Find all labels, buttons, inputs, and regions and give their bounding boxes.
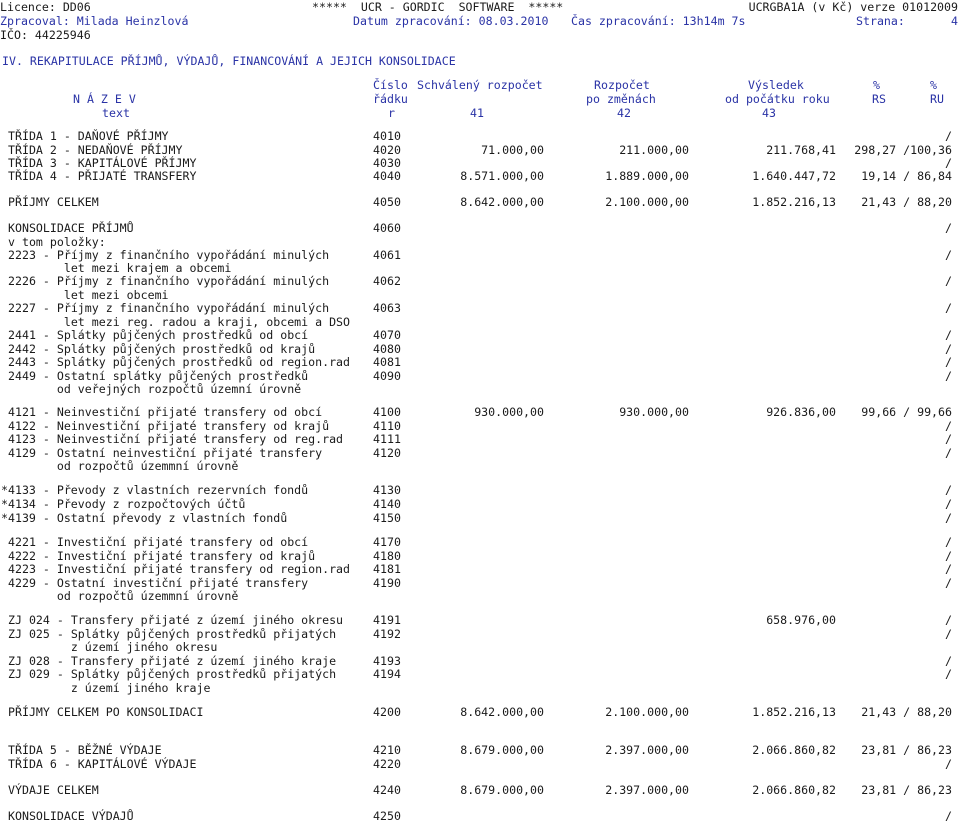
- row-percent: /: [945, 248, 952, 262]
- row-percent: /: [945, 129, 952, 143]
- row-percent: /: [945, 757, 952, 771]
- row-code: 4220: [373, 757, 401, 771]
- table-row: [0, 668, 960, 681]
- row-vysledek: 926.836,00: [766, 405, 836, 419]
- row-code: 4080: [373, 342, 401, 356]
- row-percent: /: [945, 419, 952, 433]
- table-row: [0, 275, 960, 288]
- row-code: 4194: [373, 667, 401, 681]
- row-code: 4081: [373, 355, 401, 369]
- row-schvaleny-rozpocet: 71.000,00: [481, 143, 544, 157]
- row-code: 4193: [373, 654, 401, 668]
- row-name: 4229 - Ostatní investiční přijaté transfery: [8, 576, 309, 590]
- row-name: *4139 - Ostatní převody z vlastních fondů: [1, 511, 288, 525]
- row-name: let mezi obcemi: [8, 288, 169, 302]
- row-code: 4192: [373, 627, 401, 641]
- row-name: 4223 - Investiční přijaté transfery od region.rad: [8, 562, 351, 576]
- row-percent: /: [945, 355, 952, 369]
- row-percent: 19,14 / 86,84: [861, 169, 952, 183]
- row-vysledek: 1.640.447,72: [752, 169, 836, 183]
- table-row: [0, 744, 960, 757]
- row-percent: /: [945, 369, 952, 383]
- row-code: 4200: [373, 705, 401, 719]
- table-row: [0, 810, 960, 823]
- row-code: 4040: [373, 169, 401, 183]
- row-code: 4190: [373, 576, 401, 590]
- row-name: PŘÍJMY CELKEM: [8, 195, 99, 209]
- page-label: Strana:: [856, 14, 905, 28]
- row-name: 2449 - Ostatní splátky půjčených prostředků: [8, 369, 309, 383]
- col-rozpocet: Rozpočet: [594, 78, 650, 92]
- ico: IČO: 44225946: [0, 28, 91, 42]
- row-rozpocet-po-zmenach: 2.397.000,00: [605, 743, 689, 757]
- row-percent: /: [945, 274, 952, 288]
- row-name: 2443 - Splátky půjčených prostředků od region.rad: [8, 355, 351, 369]
- row-name: *4133 - Převody z vlastních rezervních fondů: [1, 483, 309, 497]
- page-number: 4: [951, 14, 958, 28]
- row-name: TŘÍDA 6 - KAPITÁLOVÉ VÝDAJE: [8, 757, 197, 771]
- row-percent: /: [945, 627, 952, 641]
- row-code: 4240: [373, 783, 401, 797]
- row-name: TŘÍDA 4 - PŘIJATÉ TRANSFERY: [8, 169, 197, 183]
- row-percent: 23,81 / 86,23: [861, 743, 952, 757]
- row-rozpocet-po-zmenach: 930.000,00: [619, 405, 689, 419]
- table-row: [0, 706, 960, 719]
- row-vysledek: 211.768,41: [766, 143, 836, 157]
- row-percent: 298,27 /100,36: [854, 143, 952, 157]
- table-row: [0, 460, 960, 473]
- row-name: ZJ 029 - Splátky půjčených prostředků přijatých: [8, 667, 337, 681]
- table-row: [0, 784, 960, 797]
- row-name: VÝDAJE CELKEM: [8, 783, 99, 797]
- row-code: 4063: [373, 301, 401, 315]
- table-row: [0, 614, 960, 627]
- row-percent: /: [945, 562, 952, 576]
- row-percent: /: [945, 301, 952, 315]
- row-percent: /: [945, 535, 952, 549]
- row-vysledek: 658.976,00: [766, 613, 836, 627]
- row-schvaleny-rozpocet: 8.642.000,00: [460, 195, 544, 209]
- table-row: [0, 329, 960, 342]
- row-name: z území jiného kraje: [8, 681, 211, 695]
- table-row: [0, 641, 960, 654]
- col-schvaleny: Schválený rozpočet: [417, 78, 543, 92]
- row-name: 4222 - Investiční přijaté transfery od krajů: [8, 549, 316, 563]
- row-name: ZJ 024 - Transfery přijaté z území jiného okresu: [8, 613, 344, 627]
- table-row: [0, 590, 960, 603]
- col-rs: RS: [872, 92, 886, 106]
- table-row: [0, 433, 960, 446]
- report-code: UCRGBA1A (v Kč) verze 01012009: [748, 0, 958, 14]
- product-label: ***** UCR - GORDIC SOFTWARE *****: [312, 0, 564, 14]
- row-vysledek: 1.852.216,13: [752, 195, 836, 209]
- processing-date: Datum zpracování: 08.03.2010: [353, 14, 549, 28]
- table-row: [0, 498, 960, 511]
- row-percent: 21,43 / 88,20: [861, 195, 952, 209]
- row-code: 4150: [373, 511, 401, 525]
- row-code: 4140: [373, 497, 401, 511]
- row-percent: /: [945, 221, 952, 235]
- row-code: 4210: [373, 743, 401, 757]
- row-code: 4100: [373, 405, 401, 419]
- row-percent: /: [945, 432, 952, 446]
- col-pct-ru: %: [930, 78, 937, 92]
- row-percent: /: [945, 667, 952, 681]
- row-code: 4191: [373, 613, 401, 627]
- col-num-41: 41: [470, 106, 484, 120]
- row-name: TŘÍDA 2 - NEDAŇOVÉ PŘÍJMY: [8, 143, 183, 157]
- table-row: [0, 130, 960, 143]
- col-num-43: 43: [762, 106, 776, 120]
- row-name: PŘÍJMY CELKEM PO KONSOLIDACI: [8, 705, 204, 719]
- table-row: [0, 356, 960, 369]
- row-name: 2226 - Příjmy z finančního vypořádání minulých: [8, 274, 330, 288]
- row-name: KONSOLIDACE PŘÍJMŮ: [8, 221, 134, 235]
- row-rozpocet-po-zmenach: 2.100.000,00: [605, 195, 689, 209]
- row-code: 4090: [373, 369, 401, 383]
- row-schvaleny-rozpocet: 8.642.000,00: [460, 705, 544, 719]
- row-code: 4061: [373, 248, 401, 262]
- row-name: ZJ 025 - Splátky půjčených prostředků přijatých: [8, 627, 337, 641]
- col-cislo: Číslo: [373, 78, 408, 92]
- row-name: 4121 - Neinvestiční přijaté transfery od obcí: [8, 405, 323, 419]
- col-text: text: [102, 106, 130, 120]
- row-percent: /: [945, 497, 952, 511]
- table-row: [0, 196, 960, 209]
- table-row: [0, 170, 960, 183]
- row-code: 4181: [373, 562, 401, 576]
- col-vysledek: Výsledek: [748, 78, 804, 92]
- row-name: 2442 - Splátky půjčených prostředků od krajů: [8, 342, 316, 356]
- row-code: 4111: [373, 432, 401, 446]
- table-row: [0, 563, 960, 576]
- row-code: 4180: [373, 549, 401, 563]
- table-row: [0, 758, 960, 771]
- row-name: 2227 - Příjmy z finančního vypořádání minulých: [8, 301, 330, 315]
- processing-time: Čas zpracování: 13h14m 7s: [571, 14, 746, 28]
- row-percent: /: [945, 483, 952, 497]
- table-row: [0, 406, 960, 419]
- row-percent: /: [945, 342, 952, 356]
- row-code: 4250: [373, 809, 401, 823]
- row-name: *4134 - Převody z rozpočtových účtů: [1, 497, 246, 511]
- row-name: z území jiného okresu: [8, 640, 218, 654]
- row-schvaleny-rozpocet: 8.679.000,00: [460, 783, 544, 797]
- col-r: r: [388, 106, 395, 120]
- table-row: [0, 512, 960, 525]
- row-code: 4110: [373, 419, 401, 433]
- row-percent: /: [945, 549, 952, 563]
- row-name: TŘÍDA 3 - KAPITÁLOVÉ PŘÍJMY: [8, 156, 197, 170]
- table-row: [0, 383, 960, 396]
- licence-label: Licence: DD06: [0, 0, 91, 14]
- row-name: 4123 - Neinvestiční přijaté transfery od reg.rad: [8, 432, 344, 446]
- row-name: ZJ 028 - Transfery přijaté z území jiného kraje: [8, 654, 337, 668]
- row-name: 2441 - Splátky půjčených prostředků od obcí: [8, 328, 309, 342]
- row-percent: 99,66 / 99,66: [861, 405, 952, 419]
- row-percent: /: [945, 156, 952, 170]
- row-code: 4030: [373, 156, 401, 170]
- row-name: TŘÍDA 5 - BĚŽNÉ VÝDAJE: [8, 743, 162, 757]
- row-percent: /: [945, 613, 952, 627]
- col-num-42: 42: [617, 106, 631, 120]
- col-name: N Á Z E V: [73, 92, 136, 106]
- row-percent: /: [945, 809, 952, 823]
- row-rozpocet-po-zmenach: 1.889.000,00: [605, 169, 689, 183]
- row-schvaleny-rozpocet: 930.000,00: [474, 405, 544, 419]
- row-vysledek: 2.066.860,82: [752, 743, 836, 757]
- row-vysledek: 2.066.860,82: [752, 783, 836, 797]
- col-po-zmenach: po změnách: [586, 92, 656, 106]
- row-name: let mezi krajem a obcemi: [8, 261, 232, 275]
- row-percent: 21,43 / 88,20: [861, 705, 952, 719]
- col-pct-rs: %: [873, 78, 880, 92]
- processed-by: Zpracoval: Milada Heinzlová: [0, 14, 189, 28]
- row-percent: /: [945, 446, 952, 460]
- row-schvaleny-rozpocet: 8.679.000,00: [460, 743, 544, 757]
- row-rozpocet-po-zmenach: 211.000,00: [619, 143, 689, 157]
- row-code: 4050: [373, 195, 401, 209]
- table-row: [0, 682, 960, 695]
- row-name: TŘÍDA 1 - DAŇOVÉ PŘÍJMY: [8, 129, 169, 143]
- row-code: 4170: [373, 535, 401, 549]
- row-name: KONSOLIDACE VÝDAJŮ: [8, 809, 134, 823]
- row-code: 4060: [373, 221, 401, 235]
- row-code: 4010: [373, 129, 401, 143]
- row-code: 4020: [373, 143, 401, 157]
- row-percent: /: [945, 511, 952, 525]
- row-name: od veřejných rozpočtů územní úrovně: [8, 382, 302, 396]
- row-name: 4129 - Ostatní neinvestiční přijaté transfery: [8, 446, 323, 460]
- table-row: [0, 222, 960, 235]
- row-code: 4120: [373, 446, 401, 460]
- col-od-pocatku: od počátku roku: [725, 92, 830, 106]
- table-row: [0, 302, 960, 315]
- row-code: 4070: [373, 328, 401, 342]
- row-name: 4221 - Investiční přijaté transfery od obcí: [8, 535, 309, 549]
- col-radku: řádku: [373, 92, 408, 106]
- row-name: v tom položky:: [8, 235, 106, 249]
- section-title-text: IV. REKAPITULACE PŘÍJMŮ, VÝDAJŮ, FINANCOVÁNÍ A JEJICH KONSOLIDACE: [2, 54, 456, 68]
- row-name: let mezi reg. radou a kraji, obcemi a DSO: [8, 315, 351, 329]
- row-vysledek: 1.852.216,13: [752, 705, 836, 719]
- row-rozpocet-po-zmenach: 2.100.000,00: [605, 705, 689, 719]
- table-row: [0, 484, 960, 497]
- row-code: 4130: [373, 483, 401, 497]
- row-rozpocet-po-zmenach: 2.397.000,00: [605, 783, 689, 797]
- row-name: 4122 - Neinvestiční přijaté transfery od krajů: [8, 419, 330, 433]
- row-name: 2223 - Příjmy z finančního vypořádání minulých: [8, 248, 330, 262]
- row-percent: /: [945, 576, 952, 590]
- row-name: od rozpočtů územmní úrovně: [8, 459, 239, 473]
- row-code: 4062: [373, 274, 401, 288]
- row-percent: 23,81 / 86,23: [861, 783, 952, 797]
- row-percent: /: [945, 328, 952, 342]
- row-schvaleny-rozpocet: 8.571.000,00: [460, 169, 544, 183]
- row-name: od rozpočtů územmní úrovně: [8, 589, 239, 603]
- col-ru: RU: [930, 92, 944, 106]
- table-row: [0, 536, 960, 549]
- row-percent: /: [945, 654, 952, 668]
